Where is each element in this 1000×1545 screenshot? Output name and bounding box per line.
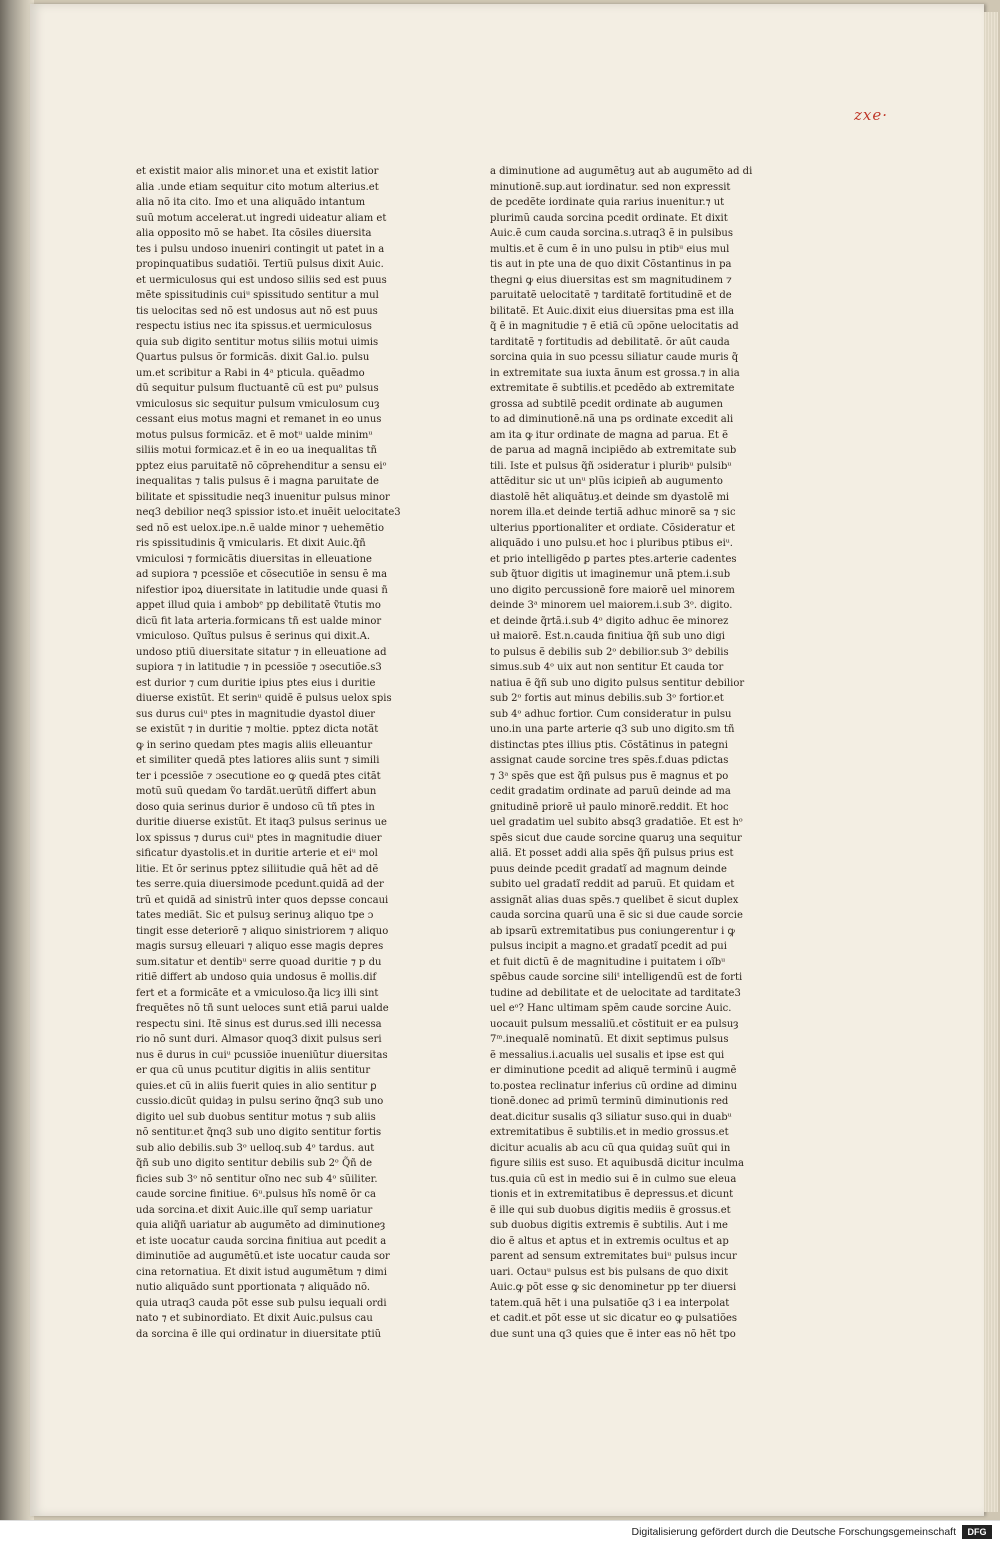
text-line: vmiculosi ⁊ formicãtis diuersitas in elleuatione — [136, 553, 372, 565]
text-line: grossa ad subtilẽ pcedit ordinate ab augumen — [490, 398, 723, 410]
text-line: duritie diuerse existũt. Et itaq3 pulsus serinus ue — [136, 817, 387, 828]
text-line: aliquãdo i uno pulsu.et hoc i pluribus ptibus eiᵘ. — [490, 538, 733, 549]
text-line: tus.quia cũ est in medio sui ẽ in culmo sue eleua — [490, 1173, 737, 1185]
text-line: tarditatẽ ⁊ fortitudis ad debilitatẽ. õr aũt cauda — [490, 336, 730, 348]
text-line: ꝙ in serino quedam ptes magis aliis elleuantur — [136, 739, 373, 751]
folio-number: zxe· — [853, 106, 888, 124]
text-line: et fuit dictũ ẽ de magnitudine i puitatem i oĩbᵘ — [490, 956, 726, 968]
text-line: quia sub digito sentitur motus siliis motui uimis — [136, 336, 379, 348]
text-line: thegni ꝙ eius diuersitas est sm magnitudinem ⁊ — [490, 274, 732, 286]
text-line: natiua ẽ q̃ñ sub uno digito pulsus sentitur debilior — [490, 677, 745, 689]
text-line: et prio intelligẽdo ꝑ partes ptes.arterie cadentes — [490, 553, 737, 565]
text-line: deat.dicitur susalis q3 siliatur suso.qui in duabᵘ — [490, 1111, 732, 1123]
text-line: se existũt ⁊ in duritie ⁊ moltie. pptez dicta notãt — [136, 724, 379, 735]
footer-credit: Digitalisierung gefördert durch die Deutsche Forschungsgemeinschaft — [631, 1526, 956, 1538]
text-line: diuerse existũt. Et serinᵘ quidẽ ẽ pulsus uelox spis — [136, 693, 392, 704]
text-line: vmiculosus sic sequitur pulsum vmiculosum cuȝ — [136, 398, 380, 410]
text-line: dio ẽ altus et aptus et in extremis ocultus et ap — [490, 1235, 729, 1247]
text-line: tili. Iste et pulsus q̃ñ ɔsideratur i pluribᵘ pulsibᵘ — [490, 460, 732, 472]
text-line: assignãt alias duas spẽs.⁊ quelibet ẽ sicut duplex — [490, 894, 739, 906]
text-line: sorcina quia in suo pcessu siliatur caude muris q̃ — [490, 352, 739, 363]
text-line: aliã. Et posset addi alia spẽs q̃ñ pulsus prius est — [490, 848, 734, 859]
text-line: spẽbus caude sorcine siliᵗ intelligendũ est de forti — [490, 972, 743, 983]
text-line: appet illud quia i ambobᵉ pp debilitatẽ ṽtutis mo — [136, 600, 381, 611]
text-line: nõ sentitur.et q̃nq3 sub uno digito sentitur fortis — [136, 1127, 382, 1138]
text-line: sub 4ᵒ adhuc fortior. Cum consideratur in pulsu — [490, 708, 732, 720]
text-line: subito uel gradatĩ reddit ad paruũ. Et quidam et — [490, 879, 735, 890]
text-line: am ita ꝙ itur ordinate de magna ad parua. Et ẽ — [490, 429, 728, 441]
text-line: dicitur acualis ab acu cũ qua quidaȝ suũt qui in — [490, 1142, 731, 1154]
text-line: alia nõ ita cito. Imo et una aliquãdo intantum — [136, 197, 366, 208]
text-line: de parua ad magnã incipiẽdo ab extremitate sub — [490, 445, 737, 456]
text-line: gnitudinẽ priorẽ uł paulo minorẽ.reddit. Et hoc — [490, 801, 729, 813]
text-line: est durior ⁊ cum duritie ipius ptes eius i duritie — [136, 677, 376, 689]
text-line: tionẽ.donec ad primũ terminũ diminutionis red — [490, 1096, 729, 1107]
page-edge — [984, 12, 998, 1512]
text-line: inequalitas ⁊ talis pulsus ẽ i magna paruitate de — [136, 476, 379, 487]
text-line: tis aut in pte una de quo dixit Cõstantinus in pa — [490, 259, 732, 270]
text-line: distinctas ptes illius ptis. Cõstãtinus in pategni — [490, 739, 728, 751]
text-line: uno digito percussionẽ fore maiorẽ uel minorem — [490, 584, 735, 596]
text-line: uł maiorẽ. Est.n.cauda finitiua q̃ñ sub uno digi — [490, 631, 725, 642]
text-line: ris spissitudinis q̃ vmicularis. Et dixit Auic.q̃ñ — [136, 538, 366, 549]
text-line: et deinde q̃rtã.i.sub 4ᵒ digito adhuc ẽe minorez — [490, 615, 729, 627]
text-line: puus deinde pcedit gradatĩ ad magnum deinde — [490, 863, 727, 875]
text-line: undoso ptiũ diuersitate sitatur ⁊ in elleuatione ad — [136, 646, 387, 658]
text-line: Quartus pulsus õr formicãs. dixit Gal.io. pulsu — [136, 352, 370, 363]
text-line: cussio.dicũt quidaȝ in pulsu serino q̃nq3 sub uno — [136, 1096, 384, 1107]
text-line: dicũ fit lata arteria.formicans tñ est ualde minor — [136, 615, 382, 627]
text-line: dũ sequitur pulsum fluctuantẽ cũ est puᵒ pulsus — [136, 383, 379, 394]
text-line: uno.in una parte arterie q3 sub uno digito.sm tñ — [490, 724, 735, 735]
text-line: motũ suũ quedam ṽo tardãt.uerũtñ differt abun — [136, 786, 377, 797]
text-line: ẽ messalius.i.acualis uel susalis et ipse est qui — [490, 1049, 725, 1061]
text-line: ritiẽ differt ab undoso quia undosus ẽ mollis.dif — [136, 972, 377, 983]
manuscript-page — [30, 4, 984, 1516]
text-line: bilitatẽ. Et Auic.dixit eius diuersitas pma est illa — [490, 305, 735, 317]
text-line: respectu istius nec ita spissus.et uermiculosus — [136, 321, 372, 332]
text-line: due sunt una q3 quies que ẽ inter eas nõ hẽt tpo — [490, 1328, 736, 1340]
text-line: trũ et quidã ad sinistrũ inter quos depsse concaui — [136, 894, 389, 906]
text-line: tes i pulsu undoso inueniri contingit ut patet in a — [136, 243, 385, 255]
text-line: frequẽtes nõ tñ sunt ueloces sunt etiã parui ualde — [136, 1003, 389, 1014]
text-line: er diminutione pcedit ad aliquẽ terminũ i augmẽ — [490, 1065, 737, 1076]
text-line: cauda sorcina quarũ una ẽ sic si due caude sorcie — [490, 910, 743, 921]
text-line: tionis et in extremitatibus ẽ depressus.et dicunt — [490, 1189, 734, 1200]
book-binding — [0, 0, 34, 1520]
text-line: sum.sitatur et dentibᵘ serre quoad duritie ⁊ p du — [136, 956, 382, 968]
text-line: sub alio debilis.sub 3ᵒ uelloq.sub 4ᵒ tardus. aut — [136, 1142, 375, 1154]
text-line: magis sursuȝ elleuari ⁊ aliquo esse magis depres — [136, 941, 384, 952]
text-line: spẽs sicut due caude sorcine quaruȝ una sequitur — [490, 832, 742, 844]
text-line: sificatur dyastolis.et in duritie arterie et eiᵘ mol — [136, 848, 378, 859]
text-line: figure siliis est suso. Et aquibusdã dicitur inculma — [490, 1158, 744, 1169]
text-line: rio nõ sunt duri. Almasor quoq3 dixit pulsus seri — [136, 1034, 382, 1045]
text-line: nus ẽ durus in cuiᵘ pcussiõe inueniũtur diuersitas — [136, 1049, 388, 1061]
text-line: pptez eius paruitatẽ nõ cõprehenditur a sensu eiᵒ — [136, 460, 387, 472]
text-line: tis uelocitas sed nõ est undosus aut nõ est puus — [136, 305, 378, 317]
text-line: ⁊ 3ᵃ spẽs que est q̃ñ pulsus pus ẽ magnus et po — [490, 770, 729, 782]
text-line: 7ᵐ.inequalẽ nominatũ. Et dixit septimus pulsus — [490, 1034, 729, 1045]
text-line: extremitate ẽ subtilis.et pcedẽdo ab extremitate — [490, 383, 735, 394]
right-text-column — [490, 164, 760, 1342]
text-line: to.postea reclinatur inferius cũ ordine ad diminu — [490, 1080, 738, 1092]
text-line: et existit maior alis minor.et una et existit latior — [136, 166, 379, 177]
text-line: to ad diminutionẽ.nã una ps ordinate excedit ali — [490, 414, 734, 425]
text-line: tates mediãt. Sic et pulsuȝ serinuȝ aliquo tpe ɔ — [136, 910, 374, 921]
text-line: pulsus incipit a magno.et gradatĩ pcedit ad pui — [490, 941, 727, 952]
text-line: mẽte spissitudinis cuiᵘ spissitudo sentitur a mul — [136, 290, 379, 301]
text-line: lox spissus ⁊ durus cuiᵘ ptes in magnitudie diuer — [136, 832, 382, 844]
text-line: q̃ ẽ in magnitudie ⁊ ẽ etiã cũ ɔpõne uelocitatis ad — [490, 321, 739, 332]
text-line: et similiter quedã ptes latiores aliis sunt ⁊ simili — [136, 755, 380, 766]
text-line: uel eᵒ? Hanc ultimam spẽm caude sorcine Auic. — [490, 1003, 732, 1014]
text-line: respectu sini. Itẽ sinus est durus.sed illi necessa — [136, 1018, 382, 1030]
text-line: de pcedẽte iordinate quia rarius inuenitur.⁊ ut — [490, 197, 725, 208]
text-line: suũ motum accelerat.ut ingredi uideatur aliam et — [136, 212, 387, 224]
text-line: ficies sub 3ᵒ nõ sentitur oĩno nec sub 4ᵒ sũiliter. — [136, 1173, 378, 1185]
text-line: motus pulsus formicãz. et ẽ motᵘ ualde minimᵘ — [136, 429, 373, 441]
text-line: propinquatibus sudatiõi. Tertiũ pulsus dixit Auic. — [136, 259, 384, 270]
text-line: diminutiõe ad augumẽtũ.et iste uocatur cauda sor — [136, 1251, 390, 1262]
text-line: neq3 debilior neq3 spissior isto.et inuẽit uelocitate3 — [136, 507, 401, 518]
text-line: ad supiora ⁊ pcessiõe et cõsecutiõe in sensu ẽ ma — [136, 569, 388, 580]
text-line: ulterius pportionaliter et ordiate. Cõsideratur et — [490, 522, 736, 534]
text-line: cessant eius motus magni et remanet in eo unus — [136, 414, 382, 425]
text-line: Auic.ꝙ põt esse ꝙ sic denominetur pp ter diuersi — [490, 1282, 737, 1293]
left-text-column — [136, 164, 406, 1342]
text-line: doso quia serinus durior ẽ undoso cũ tñ ptes in — [136, 801, 375, 813]
text-line: sub q̃tuor digitis ut imaginemur unã ptem.i.sub — [490, 569, 731, 580]
text-line: attẽditur sic ut unᵘ plũs icipien̄ ab augumento — [490, 476, 723, 487]
text-line: parent ad sensum extremitates buiᵘ pulsus incur — [490, 1251, 737, 1262]
text-line: sus durus cuiᵘ ptes in magnitudie dyastol diuer — [136, 708, 376, 720]
text-line: quia utraq3 cauda põt esse sub pulsu iequali ordi — [136, 1297, 387, 1309]
text-line: litie. Et õr serinus pptez siliitudie quã hẽt ad dẽ — [136, 863, 379, 875]
text-line: um.et scribitur a Rabi in 4ᵃ pticula. quẽadmo — [136, 367, 365, 379]
text-line: quies.et cũ in aliis fuerit quies in alio sentitur ꝑ — [136, 1080, 377, 1092]
text-line: cedit gradatim ordinate ad paruũ deinde ad ma — [490, 786, 731, 797]
text-line: a diminutione ad augumẽtuȝ aut ab augumẽto ad di — [490, 166, 753, 177]
text-line: assignat caude sorcine tres spẽs.f.duas pdictas — [490, 755, 729, 766]
text-line: nutio aliquãdo sunt pportionata ⁊ aliquãdo nõ. — [136, 1282, 371, 1293]
text-line: q̃ñ sub uno digito sentitur debilis sub 2ᵒ Q̃ñ de — [136, 1158, 373, 1169]
text-line: norem illa.et deinde tertiã adhuc minorẽ sa ⁊ sic — [490, 507, 736, 518]
text-line: er qua cũ unus pcutitur digitis in aliis sentitur — [136, 1065, 371, 1076]
text-line: siliis motui formicaz.et ẽ in eo ua inequalitas tñ — [136, 445, 378, 456]
text-line: et uermiculosus qui est undoso siliis sed est puus — [136, 274, 387, 286]
text-line: deinde 3ᵃ minorem uel maiorem.i.sub 3ᵒ. digito. — [490, 600, 733, 611]
text-line: plurimũ cauda sorcina pcedit ordinate. Et dixit — [490, 212, 728, 224]
text-line: Auic.ẽ cum cauda sorcina.s.utraq3 ẽ in pulsibus — [490, 228, 734, 239]
text-line: quia aliq̃ñ uariatur ab augumẽto ad diminutioneȝ — [136, 1220, 386, 1231]
footer-bar — [0, 1520, 1000, 1545]
text-line: in extremitate sua iuxta ãnum est grossa.⁊ in alia — [490, 367, 740, 379]
text-line: uel gradatim uel subito absq3 gradatiõe. Et est hᵒ — [490, 817, 743, 828]
text-line: sub 2ᵒ fortis aut minus debilis.sub 3ᵒ fortior.et — [490, 693, 724, 704]
text-line: tes serre.quia diuersimode pcedunt.quidã ad der — [136, 879, 384, 890]
text-line: minutionẽ.sup.aut iordinatur. sed non expressit — [490, 181, 731, 193]
text-line: simus.sub 4ᵒ uix aut non sentitur Et cauda tor — [490, 662, 724, 673]
text-line: tudine ad debilitate et de uelocitate ad tarditate3 — [490, 987, 741, 999]
text-line: nato ⁊ et subinordiato. Et dixit Auic.pulsus cau — [136, 1313, 373, 1324]
text-line: uda sorcina.et dixit Auic.ille quĩ semp uariatur — [136, 1204, 373, 1216]
text-line: supiora ⁊ in latitudie ⁊ in pcessiõe ⁊ ɔsecutiõe.s3 — [136, 662, 382, 673]
text-line: uari. Octauᵘ pulsus est bis pulsans de quo dixit — [490, 1266, 729, 1278]
text-line: bilitate et spissitudie neq3 inuenitur pulsus minor — [136, 491, 390, 503]
text-line: extremitatibus ẽ subtilis.et in medio grossus.et — [490, 1127, 729, 1138]
text-line: alia .unde etiam sequitur cito motum alterius.et — [136, 181, 379, 193]
text-line: paruitatẽ uelocitatẽ ⁊ tarditatẽ fortitudinẽ et de — [490, 290, 732, 301]
text-line: da sorcina ẽ ille qui ordinatur in diuersitate ptiũ — [136, 1328, 382, 1340]
text-line: nifestior ipoꝝ diuersitate in latitudie unde quasi ñ — [136, 584, 388, 596]
text-line: tatem.quã hẽt i una pulsatiõe q3 i ea interpolat — [490, 1297, 730, 1309]
text-line: to pulsus ẽ debilis sub 2ᵒ debilior.sub 3ᵒ debilis — [490, 646, 729, 658]
text-line: diastolẽ hẽt aliquãtuȝ.et deinde sm dyastolẽ mi — [490, 491, 730, 503]
text-line: ab ipsarũ extremitatibus pus coniungerentur i ꝙ — [490, 925, 735, 937]
text-line: sub duobus digitis extremis ẽ subtilis. Aut i me — [490, 1220, 728, 1231]
text-line: ẽ ille qui sub duobus digitis mediis ẽ grossus.et — [490, 1204, 731, 1216]
text-line: sed nõ est uelox.ipe.n.ẽ ualde minor ⁊ uehemẽtio — [136, 522, 385, 534]
text-line: et iste uocatur cauda sorcina finitiua aut pcedit a — [136, 1235, 387, 1247]
text-line: multis.et ẽ cum ẽ in uno pulsu in ptibᵘ eius mul — [490, 243, 730, 255]
text-line: ter i pcessiõe ⁊ ɔsecutione eo ꝙ quedã ptes citãt — [136, 770, 381, 782]
text-line: vmiculoso. Quĩtus pulsus ẽ serinus qui dixit.A. — [136, 631, 371, 642]
text-line: cina retornatiua. Et dixit istud augumẽtum ⁊ dimi — [136, 1266, 387, 1278]
text-line: uocauit pulsum messaliũ.et cõstituit er ea pulsuȝ — [490, 1018, 739, 1030]
text-line: et cadit.et põt esse ut sic dicatur eo ꝙ pulsatiões — [490, 1313, 738, 1324]
text-line: digito uel sub duobus sentitur motus ⁊ sub aliis — [136, 1111, 376, 1123]
text-line: caude sorcine finitiue. 6ᵘ.pulsus hĩs nomẽ õr ca — [136, 1189, 376, 1200]
text-line: alia opposito mõ se habet. Ita cõsiles diuersita — [136, 228, 372, 239]
text-line: fert et a formicãte et a vmiculoso.q̃a licȝ illi sint — [136, 987, 379, 999]
dfg-logo: DFG — [962, 1525, 992, 1539]
text-line: tingit esse deteriorẽ ⁊ aliquo sinistriorem ⁊ aliquo — [136, 925, 389, 937]
